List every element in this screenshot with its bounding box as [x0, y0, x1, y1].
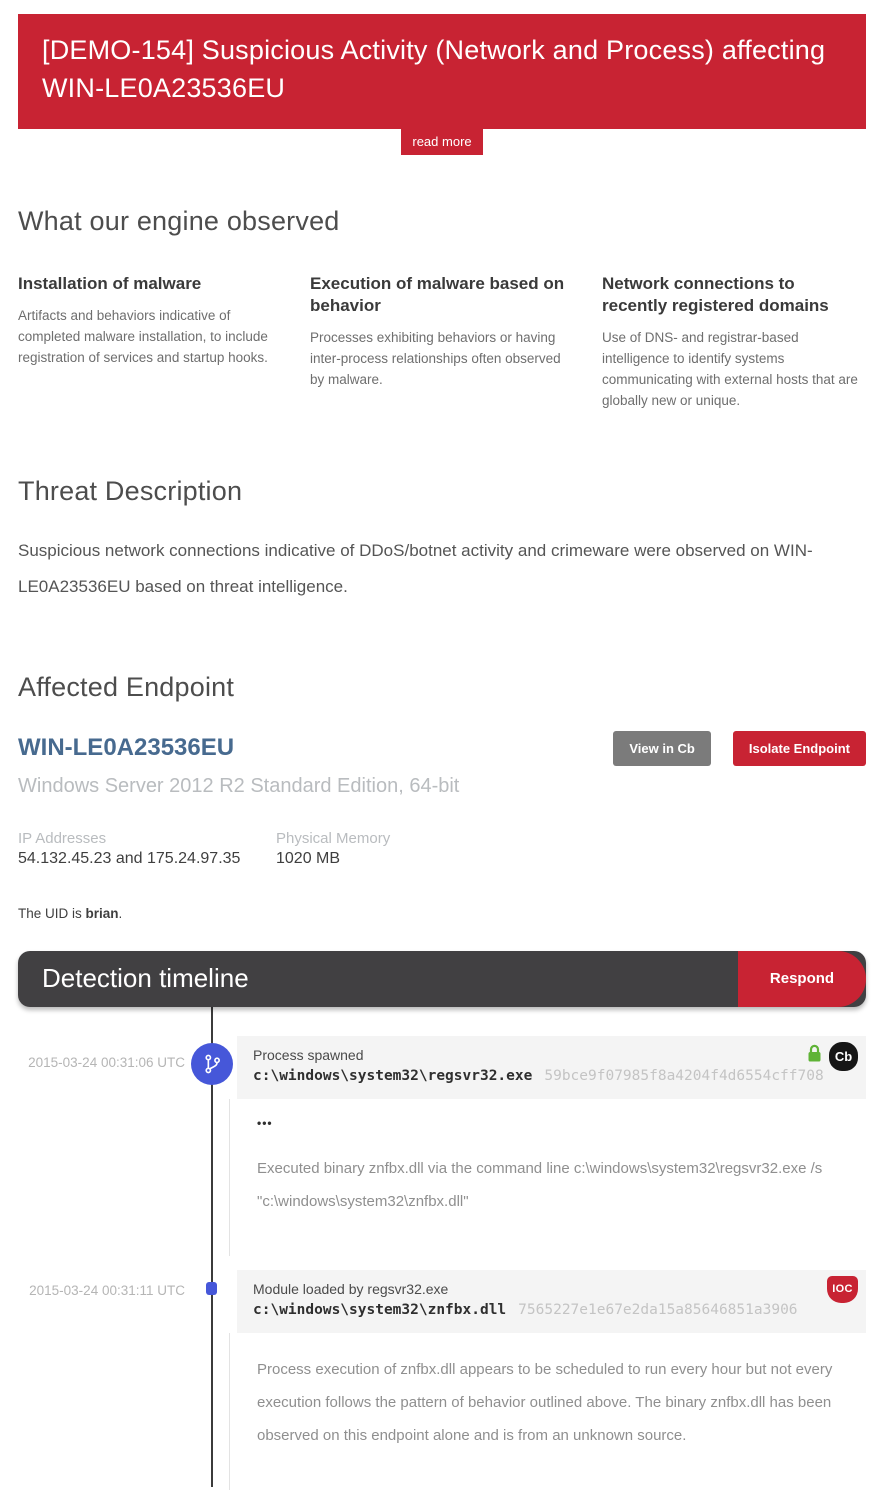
observed-item-body: Processes exhibiting behaviors or having inter-process relationships often observed by malware.	[310, 329, 561, 387]
host-row	[18, 731, 866, 766]
respond-button[interactable]: Respond	[738, 951, 866, 1007]
event-hash: 7565227e1e67e2da15a85646851a3906	[518, 1301, 798, 1318]
observed-item-body: Use of DNS- and registrar-based intelligence to identify systems communicating with external hosts that are globally new or unique.	[602, 329, 858, 408]
endpoint-buttons	[613, 731, 866, 766]
uid-value: brian	[85, 905, 119, 921]
observed-item-network	[602, 273, 858, 412]
read-more-button[interactable]: read more	[401, 129, 482, 155]
ip-addresses-label: IP Addresses	[18, 829, 107, 847]
threat-body: Suspicious network connections indicative of DDoS/botnet activity and crimeware were observed on WIN-LE0A23536EU based on threat intelligence.	[18, 540, 813, 597]
isolate-endpoint-button[interactable]: Isolate Endpoint	[733, 731, 866, 766]
observed-item-title: Network connections to recently registered domains	[602, 273, 829, 315]
uid-line: The UID is brian.	[18, 905, 123, 921]
event-title: Process spawned	[253, 1046, 364, 1063]
event-path-row	[253, 1067, 850, 1085]
timeline-heading: Detection timeline	[42, 963, 249, 994]
event-detail-block	[229, 1099, 866, 1256]
endpoint-hostname: WIN-LE0A23536EU	[18, 734, 235, 762]
timeline-header-bar	[18, 951, 866, 1007]
physical-memory-block	[276, 830, 534, 868]
event-title: Module loaded by regsvr32.exe	[253, 1280, 449, 1297]
observed-heading: What our engine observed	[18, 205, 340, 236]
observed-item-title: Installation of malware	[18, 273, 202, 293]
ip-addresses-block	[18, 830, 276, 868]
observed-item-execution	[310, 273, 566, 412]
process-fork-icon	[191, 1043, 233, 1085]
observed-item-title: Execution of malware based on behavior	[310, 273, 565, 315]
endpoint-meta	[18, 830, 866, 868]
threat-description-section	[18, 476, 866, 606]
event-path: c:\windows\system32\regsvr32.exe	[253, 1067, 533, 1084]
ellipsis-expander-button[interactable]: •••	[257, 1115, 273, 1130]
ioc-badge: IOC	[827, 1276, 858, 1303]
observed-item-installation	[18, 273, 274, 412]
affected-endpoint-section	[18, 672, 866, 921]
event-card-module-loaded[interactable]	[237, 1270, 866, 1333]
physical-memory-label: Physical Memory	[276, 829, 391, 847]
event-badges	[807, 1042, 858, 1071]
endpoint-os: Windows Server 2012 R2 Standard Edition, 64-bit	[18, 774, 460, 797]
detection-timeline-section	[0, 951, 884, 1490]
entry-timestamp: 2015-03-24 00:31:06 UTC	[28, 1054, 185, 1070]
carbon-black-badge: Cb	[829, 1042, 858, 1071]
event-card-process-spawned[interactable]	[237, 1036, 866, 1099]
physical-memory-value: 1020 MB	[276, 849, 341, 867]
event-description: Process execution of znfbx.dll appears to be scheduled to run every hour but not every execution follows the pattern of behavior outlined above. The binary znfbx.dll has been observed on this endpoint alone and is from an unknown source.	[257, 1360, 833, 1444]
event-hash: 59bce9f07985f8a4204f4d6554cff708	[544, 1067, 824, 1084]
alert-banner	[18, 14, 866, 129]
entry-timestamp: 2015-03-24 00:31:11 UTC	[29, 1282, 185, 1298]
observed-columns	[18, 273, 858, 412]
read-more-row	[0, 129, 884, 154]
event-path: c:\windows\system32\znfbx.dll	[253, 1301, 507, 1318]
observed-section	[18, 206, 866, 412]
threat-heading: Threat Description	[18, 475, 243, 506]
endpoint-heading: Affected Endpoint	[18, 671, 235, 702]
event-description: Executed binary znfbx.dll via the command line c:\windows\system32\regsvr32.exe /s "c:\windows\system32\znfbx.dll"	[257, 1159, 823, 1210]
observed-item-body: Artifacts and behaviors indicative of completed malware installation, to include registration of services and startup hooks.	[18, 307, 268, 365]
timeline-entry	[0, 1270, 884, 1490]
timeline-dot-icon	[206, 1282, 217, 1295]
lock-icon	[807, 1044, 822, 1068]
event-badges	[827, 1276, 858, 1303]
ip-addresses-value: 54.132.45.23 and 175.24.97.35	[18, 849, 241, 867]
event-detail-block	[229, 1333, 866, 1490]
event-path-row	[253, 1301, 850, 1319]
timeline-entry	[0, 1036, 884, 1256]
view-in-cb-button[interactable]: View in Cb	[613, 731, 711, 766]
alert-title: [DEMO-154] Suspicious Activity (Network and Process) affecting WIN-LE0A23536EU	[42, 35, 826, 104]
